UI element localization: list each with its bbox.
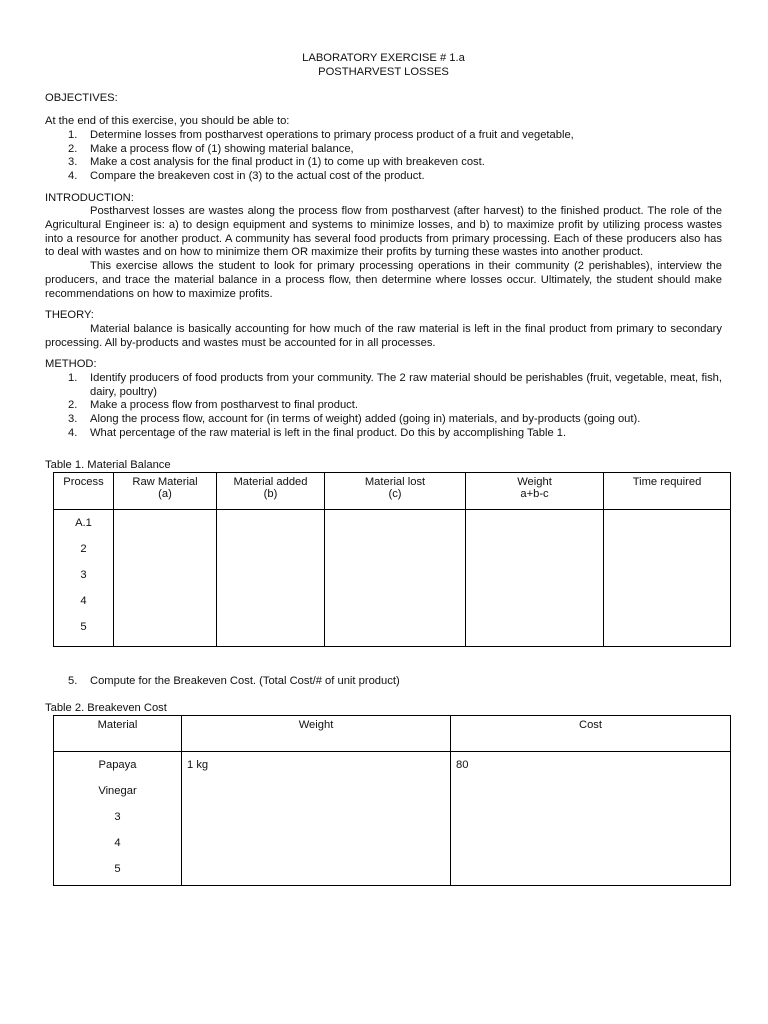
material-label: 4 bbox=[114, 837, 121, 849]
table-row bbox=[54, 752, 731, 886]
title-line-2: POSTHARVEST LOSSES bbox=[318, 65, 449, 78]
time-required-cell bbox=[604, 510, 731, 647]
weight-value: 1 kg bbox=[187, 759, 209, 771]
title-line-1: LABORATORY EXERCISE # 1.a bbox=[302, 52, 465, 64]
header-process: Process bbox=[54, 473, 114, 510]
table2-caption: Table 2. Breakeven Cost bbox=[45, 702, 167, 714]
table-header-row bbox=[54, 716, 731, 752]
header-material-added: Material added (b) bbox=[217, 473, 325, 510]
item-number: 5. bbox=[68, 675, 78, 687]
method-item: 4. What percentage of the raw material is left in the final product. Do this by accomplishing Table 1. bbox=[68, 426, 567, 439]
cost-cell bbox=[451, 752, 731, 886]
header-weight: Weight bbox=[182, 716, 451, 752]
material-label: 3 bbox=[114, 811, 121, 823]
weight-cell bbox=[466, 510, 604, 647]
method-list bbox=[45, 372, 722, 441]
method-item-5-text: Compute for the Breakeven Cost. (Total Cost/# of unit product) bbox=[90, 675, 400, 687]
header-weight: Weight a+b-c bbox=[466, 473, 604, 510]
document-page bbox=[45, 52, 722, 441]
process-label: A.1 bbox=[75, 517, 92, 529]
material-cell bbox=[54, 752, 182, 886]
objective-item: 1. Determine losses from postharvest operations to primary process product of a fruit and vegetable, bbox=[68, 128, 574, 141]
header-raw-material: Raw Material (a) bbox=[114, 473, 217, 510]
method-item: 2. Make a process flow from postharvest to final product. bbox=[68, 399, 358, 412]
objective-item: 2. Make a process flow of (1) showing material balance, bbox=[68, 142, 354, 155]
process-label: 4 bbox=[80, 595, 87, 607]
theory-heading: THEORY: bbox=[45, 309, 94, 322]
method-item: 1. Identify producers of food products from your community. The 2 raw material should be perishables (fruit, vegetable, meat, fish, dairy, poultry) bbox=[68, 372, 722, 398]
objectives-list bbox=[45, 129, 722, 184]
objective-item: 4. Compare the breakeven cost in (3) to the actual cost of the product. bbox=[68, 169, 425, 182]
material-lost-cell bbox=[325, 510, 466, 647]
weight-cell bbox=[182, 752, 451, 886]
material-added-cell bbox=[217, 510, 325, 647]
material-label: 5 bbox=[114, 863, 121, 875]
header-cost: Cost bbox=[451, 716, 731, 752]
material-balance-table bbox=[53, 472, 731, 647]
objective-item: 3. Make a cost analysis for the final product in (1) to come up with breakeven cost. bbox=[68, 156, 485, 169]
introduction-paragraph-1: Postharvest losses are wastes along the process flow from postharvest (after harvest) to the finished product. The role of the Agricultural Engineer is: a) to design equipment and systems to minimize losses, and b) to maximize profit by utilizing process wastes into a resource for another product. A community has several food products from primary processing. Each of these producers also has to deal with wastes and on how to minimize them OR maximize their profits by turning these wastes into another product. bbox=[45, 205, 722, 259]
process-label: 3 bbox=[80, 569, 87, 581]
objectives-heading: OBJECTIVES: bbox=[45, 92, 118, 105]
theory-paragraph: Material balance is basically accounting for how much of the raw material is left in the final product from primary to secondary processing. All by-products and wastes must be accounted for in all processes. bbox=[45, 322, 722, 349]
method-heading: METHOD: bbox=[45, 358, 97, 371]
process-label: 2 bbox=[80, 543, 87, 555]
material-label: Vinegar bbox=[98, 785, 137, 797]
table-header-row bbox=[54, 473, 731, 510]
process-cell bbox=[54, 510, 114, 647]
cost-value: 80 bbox=[456, 759, 469, 771]
raw-material-cell bbox=[114, 510, 217, 647]
table1-caption: Table 1. Material Balance bbox=[45, 459, 171, 471]
objectives-intro: At the end of this exercise, you should be able to: bbox=[45, 115, 290, 128]
introduction-heading: INTRODUCTION: bbox=[45, 191, 134, 204]
method-item: 3. Along the process flow, account for (in terms of weight) added (going in) materials, and by-products (going out). bbox=[68, 413, 641, 426]
table-row bbox=[54, 510, 731, 647]
breakeven-cost-table bbox=[53, 715, 731, 886]
material-label: Papaya bbox=[98, 759, 137, 771]
header-material: Material bbox=[54, 716, 182, 752]
process-label: 5 bbox=[80, 621, 87, 633]
introduction-paragraph-2: This exercise allows the student to look for primary processing operations in their community (2 perishables), interview the producers, and trace the material balance in a process flow, then determine where losses occur. Ultimately, the student should make recommendations on how to maximize profits. bbox=[45, 260, 722, 300]
header-material-lost: Material lost (c) bbox=[325, 473, 466, 510]
header-time-required: Time required bbox=[604, 473, 731, 510]
